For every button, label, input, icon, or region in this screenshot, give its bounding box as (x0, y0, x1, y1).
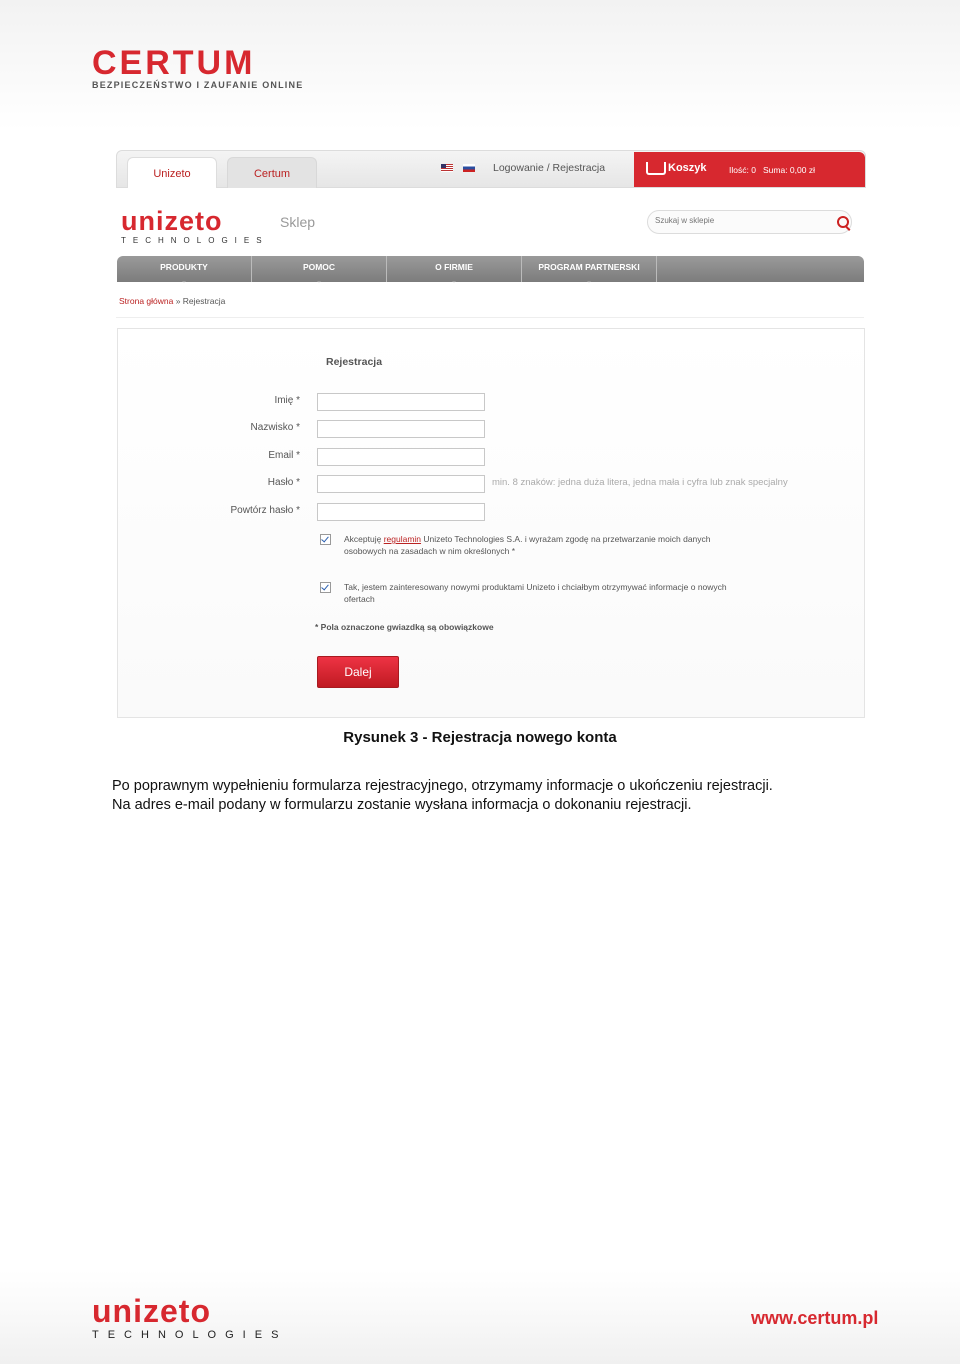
nav-about[interactable] (387, 256, 522, 285)
certum-logo-word: CERTUM (92, 44, 256, 82)
newsletter-text: Tak, jestem zainteresowany nowymi produktami Unizeto i chciałbym otrzymywać informacje o nowych ofertach (344, 582, 727, 604)
password-label: Hasło * (267, 477, 300, 488)
cart-quantity: Ilość: 0 (729, 165, 756, 175)
first-name-field[interactable] (317, 393, 485, 411)
nav-products-label: PRODUKTY (160, 262, 208, 272)
terms-text-before: Akceptuję (344, 534, 384, 544)
divider (116, 317, 864, 318)
tab-unizeto[interactable]: Unizeto (127, 157, 217, 188)
breadcrumb-home[interactable]: Strona główna (119, 296, 174, 306)
newsletter-checkbox[interactable] (320, 582, 331, 593)
shop-label: Sklep (280, 214, 316, 230)
terms-link[interactable]: regulamin (383, 534, 422, 544)
unizeto-logo-sub: TECHNOLOGIES (121, 236, 269, 245)
nav-help[interactable] (252, 256, 387, 285)
terms-text (344, 533, 744, 557)
first-name-label: Imię * (274, 395, 300, 406)
main-nav (117, 256, 864, 285)
nav-about-label: O FIRMIE (435, 262, 473, 272)
email-field[interactable] (317, 448, 485, 466)
unizeto-logo-word: unizeto (121, 206, 223, 236)
nav-partner-label: PROGRAM PARTNERSKI (538, 262, 640, 272)
required-note: * Pola oznaczone gwiazdką są obowiązkowe (315, 622, 494, 632)
body-line-2: Na adres e-mail podany w formularzu zostanie wysłana informacja o dokonaniu rejestracji. (112, 797, 692, 813)
registration-screenshot (116, 150, 866, 720)
search-icon[interactable] (837, 216, 849, 228)
nav-help-label: POMOC (302, 262, 336, 272)
nav-products[interactable] (117, 256, 252, 285)
figure-caption: Rysunek 3 - Rejestracja nowego konta (343, 729, 617, 746)
tab-certum[interactable]: Certum (227, 157, 317, 188)
certum-logo-tagline: BEZPIECZEŃSTWO I ZAUFANIE ONLINE (92, 80, 304, 90)
breadcrumb-current: Rejestracja (182, 296, 226, 306)
search-input[interactable] (655, 216, 825, 225)
breadcrumb-separator: » (173, 296, 183, 306)
search-box[interactable] (647, 210, 852, 234)
footer-logo-word: unizeto (92, 1293, 211, 1329)
unizeto-logo[interactable] (121, 208, 269, 245)
ru-flag-icon[interactable] (463, 164, 475, 172)
login-register-link[interactable]: Logowanie / Rejestracja (493, 162, 606, 174)
footer-logo-sub: TECHNOLOGIES (92, 1329, 288, 1341)
form-title: Rejestracja (326, 356, 383, 368)
terms-checkbox[interactable] (320, 534, 331, 545)
chevron-down-icon: ⌄ (451, 279, 457, 285)
chevron-down-icon: ⌄ (586, 279, 592, 285)
footer-url[interactable]: www.certum.pl (751, 1308, 879, 1328)
body-line-1: Po poprawnym wypełnieniu formularza rejestracyjnego, otrzymamy informacje o ukończeniu rejestracji. (112, 778, 773, 794)
next-button[interactable]: Dalej (317, 656, 399, 688)
terms-text-after: Unizeto Technologies S.A. i wyrażam zgodę na przetwarzanie moich danych osobowych na zasadach w nim określonych * (344, 534, 711, 556)
nav-partner-program[interactable] (522, 256, 657, 285)
password-hint: min. 8 znaków: jedna duża litera, jedna mała i cyfra lub znak specjalny (492, 477, 788, 488)
cart-label: Koszyk (668, 162, 707, 174)
body-text (112, 777, 902, 815)
basket-icon (646, 162, 666, 175)
registration-form (117, 328, 865, 718)
breadcrumb (119, 296, 225, 306)
repeat-password-field[interactable] (317, 503, 485, 521)
repeat-password-label: Powtórz hasło * (230, 505, 300, 516)
certum-logo (92, 46, 303, 90)
top-bar (116, 150, 866, 188)
chevron-down-icon: ⌄ (316, 279, 322, 285)
cart-sum: Suma: 0,00 zł (763, 165, 815, 175)
footer-unizeto-logo (92, 1293, 288, 1341)
email-label: Email * (268, 450, 300, 461)
chevron-down-icon: ⌄ (181, 279, 187, 285)
last-name-field[interactable] (317, 420, 485, 438)
last-name-label: Nazwisko * (250, 422, 300, 433)
cart-button[interactable] (634, 152, 865, 187)
password-field[interactable] (317, 475, 485, 493)
us-flag-icon[interactable] (441, 164, 453, 172)
